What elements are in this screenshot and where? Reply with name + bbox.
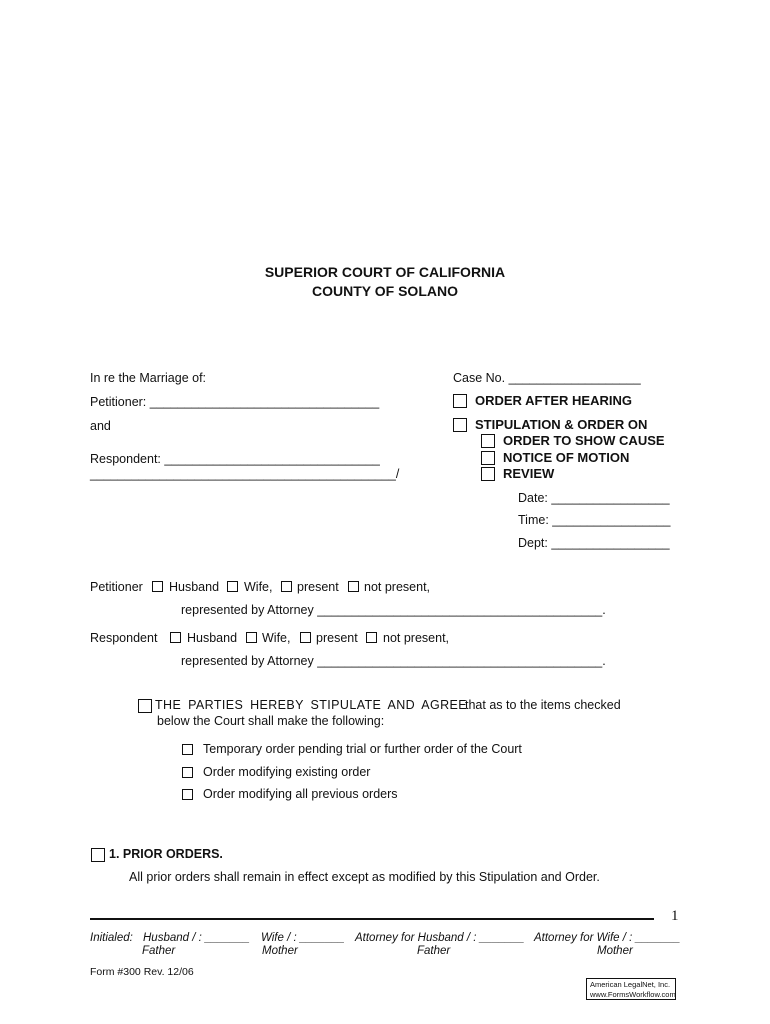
initialed-label: Initialed: [90, 932, 133, 944]
modify-existing-label: Order modifying existing order [203, 765, 371, 779]
court-title: SUPERIOR COURT OF CALIFORNIA [264, 264, 506, 280]
prior-orders-checkbox[interactable] [91, 848, 105, 862]
modify-existing-checkbox[interactable] [182, 767, 193, 778]
stipulate-text-cont: that as to the items checked [465, 698, 621, 712]
wife-initial-field[interactable]: Wife / : _______ [261, 932, 345, 944]
county-title: COUNTY OF SOLANO [312, 283, 458, 299]
notice-of-motion-checkbox[interactable] [481, 451, 495, 465]
respondent-label: Respondent [90, 631, 158, 645]
respondent-not-present-label: not present, [383, 631, 450, 645]
petitioner-wife-label: Wife, [244, 580, 273, 594]
notice-of-motion-label: NOTICE OF MOTION [503, 450, 630, 465]
stipulation-order-label: STIPULATION & ORDER ON [475, 417, 648, 432]
temporary-order-checkbox[interactable] [182, 744, 193, 755]
order-after-hearing-checkbox[interactable] [453, 394, 467, 408]
modify-all-label: Order modifying all previous orders [203, 787, 398, 801]
respondent-husband-label: Husband [187, 631, 238, 645]
petitioner-attorney-field[interactable]: represented by Attorney _________________________________________. [181, 603, 606, 617]
stipulation-order-checkbox[interactable] [453, 418, 467, 432]
atty-father-label: Father [417, 945, 451, 957]
footer-rule [90, 918, 654, 920]
petitioner-wife-checkbox[interactable] [227, 581, 238, 592]
petitioner-field[interactable]: Petitioner: _________________________________ [90, 395, 380, 409]
respondent-present-checkbox[interactable] [300, 632, 311, 643]
prior-orders-text: All prior orders shall remain in effect except as modified by this Stipulation and Order. [129, 870, 600, 884]
temporary-order-label: Temporary order pending trial or further order of the Court [203, 742, 522, 756]
respondent-wife-label: Wife, [262, 631, 291, 645]
prior-orders-heading: 1. PRIOR ORDERS. [109, 847, 223, 861]
respondent-husband-checkbox[interactable] [170, 632, 181, 643]
form-number: Form #300 Rev. 12/06 [90, 966, 194, 978]
order-to-show-cause-checkbox[interactable] [481, 434, 495, 448]
stipulate-checkbox[interactable] [138, 699, 152, 713]
atty-wife-initial-field[interactable]: Attorney for Wife / : _______ [534, 932, 681, 944]
respondent-not-present-checkbox[interactable] [366, 632, 377, 643]
publisher-box [586, 978, 676, 1000]
petitioner-present-label: present [297, 580, 339, 594]
review-label: REVIEW [503, 466, 555, 481]
atty-husband-initial-field[interactable]: Attorney for Husband / : _______ [355, 932, 525, 944]
respondent-field[interactable]: Respondent: _______________________________ [90, 452, 380, 466]
petitioner-husband-label: Husband [169, 580, 220, 594]
hearing-time-field[interactable]: Time: _________________ [518, 513, 671, 527]
petitioner-not-present-checkbox[interactable] [348, 581, 359, 592]
review-checkbox[interactable] [481, 467, 495, 481]
petitioner-present-checkbox[interactable] [281, 581, 292, 592]
respondent-attorney-field[interactable]: represented by Attorney _________________________________________. [181, 654, 606, 668]
caption-bottom-line: ____________________________________________/ [90, 467, 400, 481]
stipulate-text: THE PARTIES HEREBY STIPULATE AND AGREE [155, 698, 467, 712]
publisher-url: www.FormsWorkflow.com [590, 990, 676, 999]
atty-mother-label: Mother [597, 945, 633, 957]
stipulate-text-line2: below the Court shall make the following: [157, 714, 385, 728]
petitioner-label: Petitioner [90, 580, 143, 594]
petitioner-not-present-label: not present, [364, 580, 431, 594]
mother-label: Mother [262, 945, 298, 957]
page-number: 1 [671, 908, 679, 924]
hearing-date-field[interactable]: Date: _________________ [518, 491, 670, 505]
publisher-name: American LegalNet, Inc. [590, 980, 671, 989]
father-label: Father [142, 945, 176, 957]
petitioner-husband-checkbox[interactable] [152, 581, 163, 592]
hearing-dept-field[interactable]: Dept: _________________ [518, 536, 670, 550]
modify-all-checkbox[interactable] [182, 789, 193, 800]
respondent-present-label: present [316, 631, 358, 645]
order-to-show-cause-label: ORDER TO SHOW CAUSE [503, 433, 665, 448]
in-re-label: In re the Marriage of: [90, 371, 207, 385]
and-label: and [90, 419, 111, 433]
case-number-field[interactable]: Case No. ___________________ [453, 371, 641, 385]
husband-initial-field[interactable]: Husband / : _______ [143, 932, 250, 944]
respondent-wife-checkbox[interactable] [246, 632, 257, 643]
order-after-hearing-label: ORDER AFTER HEARING [475, 393, 632, 408]
